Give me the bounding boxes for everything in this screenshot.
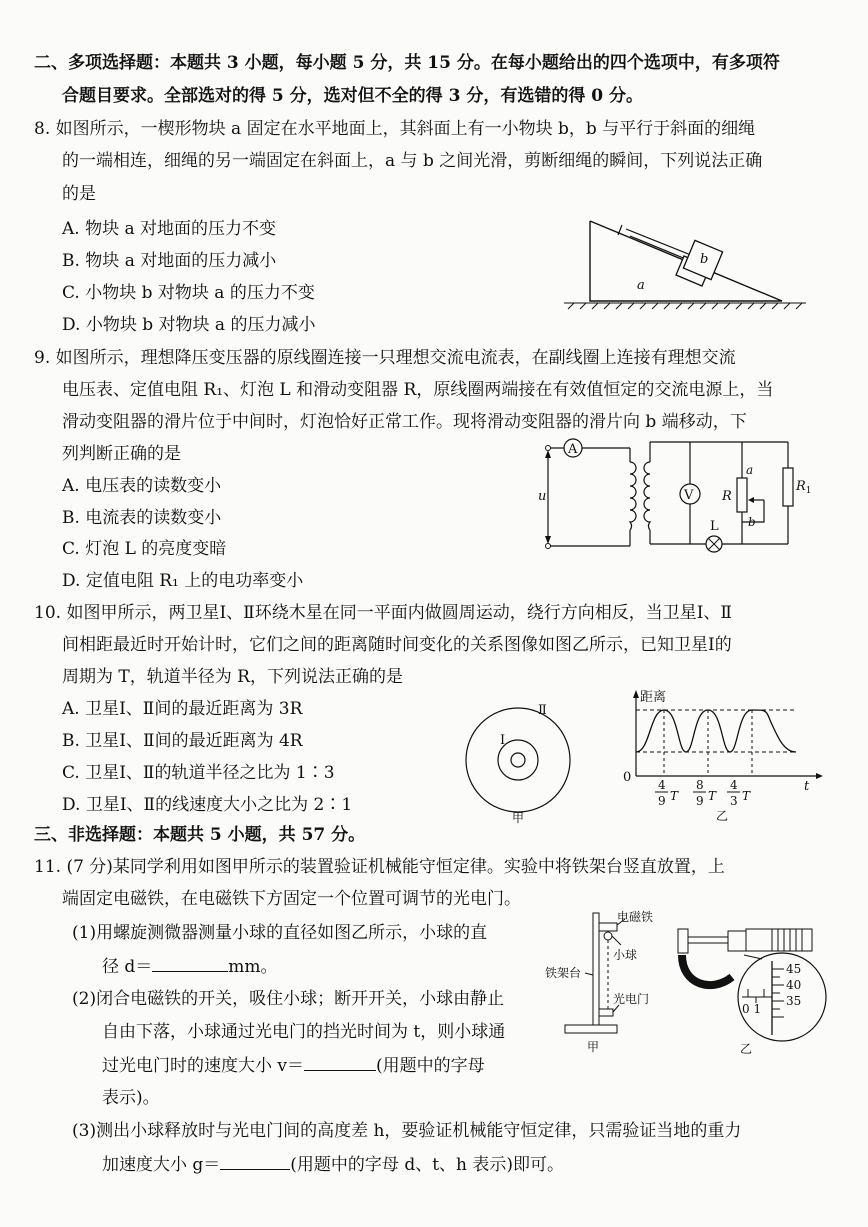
satellite-I-label: Ⅰ xyxy=(500,733,506,748)
terminal-top xyxy=(546,446,551,451)
q8-wedge-figure xyxy=(560,205,810,317)
q11-micrometer-figure xyxy=(672,915,832,1055)
micrometer-caption: 乙 xyxy=(740,1042,753,1055)
fig-jia-caption: 甲 xyxy=(512,811,525,824)
electromagnet xyxy=(599,923,617,931)
photogate xyxy=(599,1009,613,1016)
q8-option-d: D. 小物块 b 对物块 a 的压力减小 xyxy=(62,315,316,335)
q10-orbit-figure xyxy=(462,700,580,824)
stand-label: 铁架台 xyxy=(545,966,582,980)
ball-leader xyxy=(612,936,621,945)
q11-part2-line3 xyxy=(102,1054,485,1077)
q8-option-a: A. 物块 a 对地面的压力不变 xyxy=(62,219,277,239)
svg-text:T: T xyxy=(708,789,717,803)
q11-part2-line4: 表示)。 xyxy=(102,1088,160,1108)
q8-option-c: C. 小物块 b 对物块 a 的压力不变 xyxy=(62,283,315,303)
rheostat-end-a: a xyxy=(746,463,754,477)
secondary-coil xyxy=(644,462,650,530)
tick-4-9T xyxy=(655,778,679,808)
main-scale-label: 0 1 xyxy=(742,1002,762,1016)
magnet-label: 电磁铁 xyxy=(617,910,654,924)
y-axis-arrow xyxy=(633,690,639,698)
q10-stem-line3: 周期为 T，轨道半径为 R，下列说法正确的是 xyxy=(62,667,403,687)
svg-text:4: 4 xyxy=(658,778,666,792)
q9-option-b: B. 电流表的读数变小 xyxy=(62,508,222,528)
answer-blank-v[interactable] xyxy=(304,1054,376,1071)
q9-stem-line3: 滑动变阻器的滑片位于中间时，灯泡恰好正常工作。现将滑动变阻器的滑片向 b 端移动，下 xyxy=(62,412,747,432)
section3-heading: 三、非选择题：本题共 5 小题，共 57 分。 xyxy=(34,825,366,845)
q9-circuit-figure xyxy=(532,432,822,562)
answer-blank-d[interactable] xyxy=(152,955,228,972)
q11-part1-line2 xyxy=(102,955,278,978)
answer-blank-g[interactable] xyxy=(220,1153,290,1170)
label-b: b xyxy=(700,252,709,267)
q8-stem-line1: 8. 如图所示，一楔形物块 a 固定在水平地面上，其斜面上有一小物块 b，b 与平行于斜面的细绳 xyxy=(34,119,756,139)
fig-yi-caption: 乙 xyxy=(716,809,729,823)
gate-label: 光电门 xyxy=(613,992,650,1006)
ball-label: 小球 xyxy=(613,948,638,962)
q11-part1-prefix: 径 d＝ xyxy=(102,957,153,977)
x-axis-arrow xyxy=(816,773,823,779)
u-label: u xyxy=(538,489,547,504)
q9-stem-line1: 9. 如图所示，理想降压变压器的原线圈连接一只理想交流电流表，在副线圈上连接有理想交流 xyxy=(34,348,736,368)
q10-stem-line1: 10. 如图甲所示，两卫星Ⅰ、Ⅱ环绕木星在同一平面内做圆周运动，绕行方向相反，当卫星Ⅰ、Ⅱ xyxy=(34,603,732,623)
q10-option-b: B. 卫星Ⅰ、Ⅱ间的最近距离为 4R xyxy=(62,731,303,751)
q8-stem-line2: 的一端相连，细绳的另一端固定在斜面上，a 与 b 之间光滑，剪断细绳的瞬间，下列说法正确 xyxy=(62,151,763,171)
q10-distance-graph xyxy=(620,686,825,824)
q11-part2-line1: (2)闭合电磁铁的开关，吸住小球；断开开关，小球由静止 xyxy=(72,989,505,1009)
lamp-label: L xyxy=(710,519,719,534)
label-a: a xyxy=(637,278,645,293)
circuit-wires xyxy=(548,442,788,546)
q9-option-d: D. 定值电阻 R₁ 上的电功率变小 xyxy=(62,571,304,591)
q11-part3-line1: (3)测出小球释放时与光电门间的高度差 h，要验证机械能守恒定律，只需验证当地的重力 xyxy=(72,1121,742,1141)
tick-8-9T xyxy=(693,778,717,808)
rheostat-label: R xyxy=(722,489,732,504)
section2-heading-line1: 二、多项选择题：本题共 3 小题，每小题 5 分，共 15 分。在每小题给出的四个选项中，有多项符 xyxy=(34,53,780,73)
slider-tip xyxy=(748,497,754,503)
jupiter xyxy=(511,753,525,767)
q11-stem-line1: 11. (7 分)某同学利用如图甲所示的装置验证机械能守恒定律。实验中将铁架台竖直放置，上 xyxy=(34,857,725,877)
y-axis-label: 距离 xyxy=(640,690,667,705)
q10-option-d: D. 卫星Ⅰ、Ⅱ的线速度大小之比为 2∶1 xyxy=(62,795,353,815)
rheostat-end-b: b xyxy=(748,515,756,529)
voltmeter-label: V xyxy=(684,488,694,503)
q11-part1-suffix: mm。 xyxy=(228,957,278,977)
q11-part3-prefix: 加速度大小 g＝ xyxy=(102,1155,221,1175)
q11-part1-line1: (1)用螺旋测微器测量小球的直径如图乙所示，小球的直 xyxy=(72,923,488,943)
q10-stem-line2: 间相距最近时开始计时，它们之间的距离随时间变化的关系图像如图乙所示，已知卫星Ⅰ的 xyxy=(62,635,732,655)
q11-part3-suffix: (用题中的字母 d、t、h 表示)即可。 xyxy=(290,1155,565,1175)
svg-text:9: 9 xyxy=(696,794,704,808)
q9-stem-line2: 电压表、定值电阻 R₁、灯泡 L 和滑动变阻器 R，原线圈两端接在有效值恒定的交流电源上，当 xyxy=(62,380,774,400)
u-arrow-top xyxy=(545,450,551,458)
svg-text:T: T xyxy=(742,789,751,803)
q10-option-c: C. 卫星Ⅰ、Ⅱ的轨道半径之比为 1∶3 xyxy=(62,763,335,783)
q9-option-a: A. 电压表的读数变小 xyxy=(62,476,222,496)
q10-option-a: A. 卫星Ⅰ、Ⅱ间的最近距离为 3R xyxy=(62,699,303,719)
stand-leader xyxy=(585,973,593,975)
q11-stem-line2: 端固定电磁铁，在电磁铁下方固定一个位置可调节的光电门。 xyxy=(62,889,521,909)
q11-apparatus-figure xyxy=(545,905,660,1055)
x-axis-label: t xyxy=(804,779,810,794)
tick-4-3T xyxy=(727,778,751,808)
q11-part2-line2: 自由下落，小球通过光电门的挡光时间为 t，则小球通 xyxy=(102,1022,506,1042)
ball xyxy=(604,932,612,940)
spindle xyxy=(688,937,728,943)
lock-ring xyxy=(728,931,746,951)
svg-text:8: 8 xyxy=(696,778,704,792)
magnifier-leader xyxy=(744,955,762,959)
resistor-R1-label: $R_1$ xyxy=(796,479,812,496)
apparatus-caption: 甲 xyxy=(587,1040,600,1054)
rheostat-R xyxy=(737,478,747,512)
rope xyxy=(618,225,693,262)
resistor-R1 xyxy=(783,468,793,506)
primary-coil xyxy=(630,462,636,530)
u-arrow-bottom xyxy=(545,536,551,544)
ammeter-label: A xyxy=(568,442,578,457)
terminal-bottom xyxy=(546,544,551,549)
ground-hatch xyxy=(564,303,806,309)
distance-curve xyxy=(636,710,796,752)
q11-part2-prefix: 过光电门时的速度大小 v＝ xyxy=(102,1056,305,1076)
stand-pole xyxy=(593,913,599,1025)
q9-stem-line4: 列判断正确的是 xyxy=(62,444,181,464)
micrometer-frame xyxy=(682,955,732,985)
stand-base xyxy=(565,1025,617,1033)
anvil xyxy=(678,929,688,953)
svg-text:3: 3 xyxy=(730,794,738,808)
q8-option-b: B. 物块 a 对地面的压力减小 xyxy=(62,251,277,271)
q11-part2-suffix: (用题中的字母 xyxy=(376,1056,485,1076)
scale-40: 40 xyxy=(786,978,802,992)
svg-text:T: T xyxy=(670,789,679,803)
q8-stem-line3: 的是 xyxy=(62,184,96,204)
gate-leader xyxy=(613,1005,619,1012)
satellite-II-label: Ⅱ xyxy=(538,703,547,718)
section2-heading-line2: 合题目要求。全部选对的得 5 分，选对但不全的得 3 分，有选错的得 0 分。 xyxy=(62,86,643,106)
scale-45: 45 xyxy=(786,962,802,976)
orbit-II xyxy=(466,708,570,812)
q9-option-c: C. 灯泡 L 的亮度变暗 xyxy=(62,539,227,559)
svg-text:4: 4 xyxy=(730,778,738,792)
origin-label: 0 xyxy=(623,770,632,785)
scale-35: 35 xyxy=(786,994,802,1008)
svg-text:9: 9 xyxy=(658,794,666,808)
q11-part3-line2 xyxy=(102,1153,564,1176)
